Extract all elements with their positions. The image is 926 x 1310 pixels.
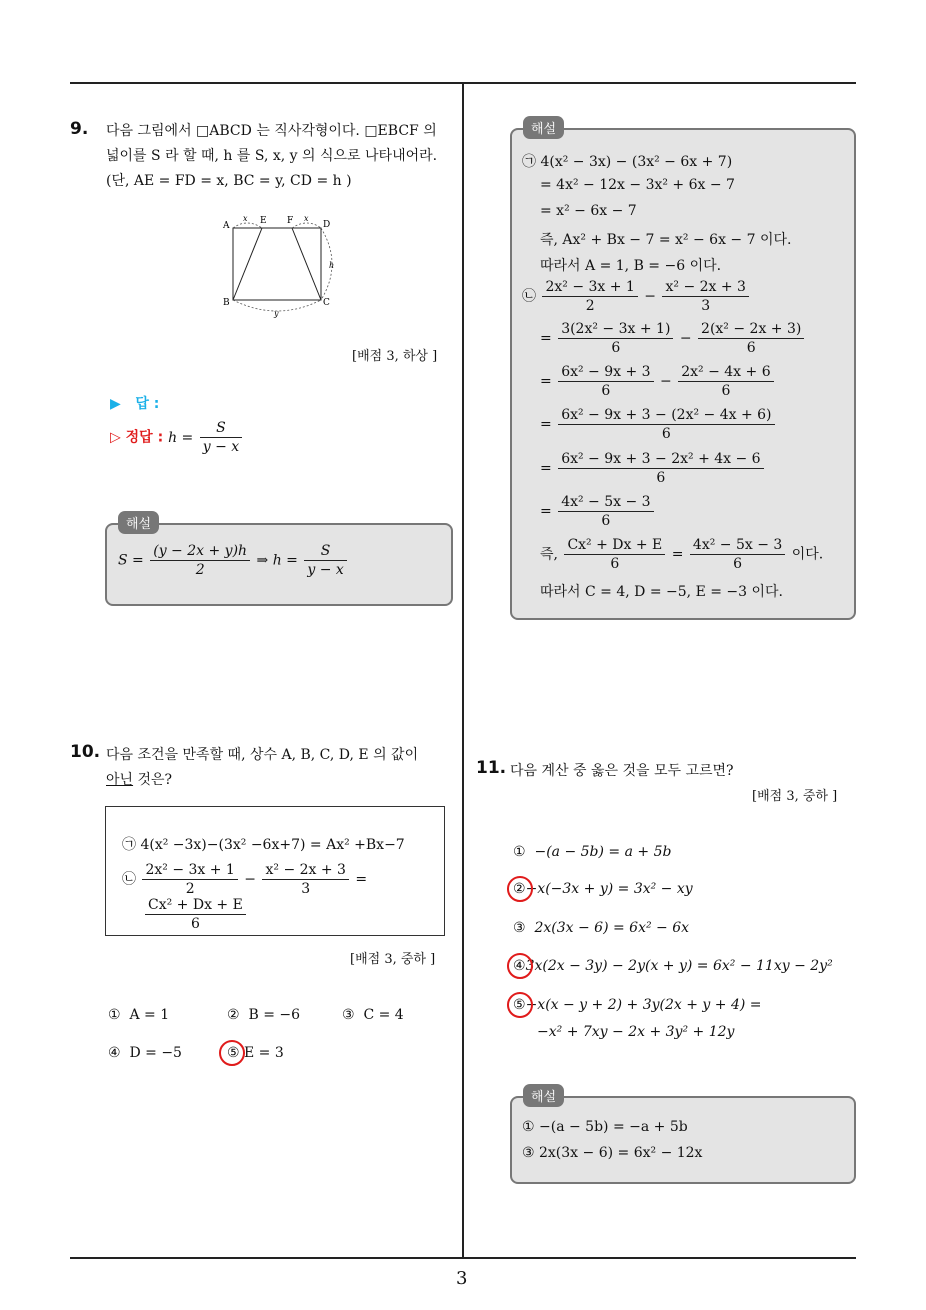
q9-text-line2: 넓이를 S 라 할 때, h 를 S, x, y 의 식으로 나타내어라.: [106, 148, 438, 164]
option-text: 3x(2x − 3y) − 2y(x + y) = 6x² − 11xy − 2y²: [525, 958, 833, 974]
frac-num: 4x² − 5x − 3: [558, 494, 653, 512]
q10-explain-l12-frac1: [564, 537, 665, 572]
frac-den: 3: [701, 298, 711, 314]
frac-den: 6: [610, 556, 620, 572]
option-text: A = 1: [129, 1007, 170, 1023]
q11-explain-box: [510, 1096, 856, 1184]
rectangle-abcd: [233, 228, 321, 300]
frac-den: 3: [301, 881, 311, 897]
q11-answer-mark-5: [507, 992, 533, 1018]
q9-correct-den: y − x: [202, 439, 240, 455]
frac-num: x² − 2x + 3: [662, 279, 748, 297]
q11-explain-1: ① −(a − 5b) = −a + 5b: [522, 1119, 688, 1135]
q11-score: [배점 3, 중하 ]: [752, 789, 838, 804]
q10-explain-l3: = x² − 6x − 7: [540, 203, 637, 219]
q11-answer-mark-2: [507, 876, 533, 902]
option-number: ①: [108, 1007, 121, 1023]
label-c: C: [323, 298, 330, 308]
q9-figure: [215, 210, 345, 320]
frac-num: 6x² − 9x + 3: [558, 364, 653, 382]
q10-explain-l8-frac1: [558, 364, 653, 399]
q11-option-1[interactable]: [513, 844, 671, 860]
q11-explain-2: ③ 2x(3x − 6) = 6x² − 12x: [522, 1145, 703, 1161]
option-text: −x(x − y + 2) + 3y(2x + y + 4) =: [525, 997, 762, 1013]
q10-explain-l2: = 4x² − 12x − 3x² + 6x − 7: [540, 177, 735, 193]
q9-score: [배점 3, 하상 ]: [352, 349, 438, 364]
label-h: h: [329, 261, 335, 270]
q9-explain-den2: y − x: [307, 562, 344, 578]
label-y: y: [274, 309, 279, 318]
option-number: ⑤: [227, 1045, 240, 1061]
q10-score: [배점 3, 중하 ]: [350, 952, 436, 967]
frac-den: 6: [611, 340, 621, 356]
label-f: F: [287, 216, 294, 226]
frac-den: 6: [601, 513, 611, 529]
frac-num: 2x² − 3x + 1: [542, 279, 637, 297]
frac-num: Cx² + Dx + E: [564, 537, 665, 555]
option-number: ④: [108, 1045, 121, 1061]
q10-explain-l6-prefix: ㉡: [522, 288, 536, 305]
q10-text-underlined: 아닌: [106, 772, 134, 788]
q10-cond3: [143, 897, 248, 932]
frac-den: 6: [190, 916, 200, 932]
option-text: B = −6: [248, 1007, 301, 1023]
play-arrow-icon: ▶: [110, 396, 121, 412]
q10-explain-l6-frac1: [542, 279, 637, 314]
q10-cond1: ㉠ 4(x² −3x)−(3x² −6x+7) = Ax² +Bx−7: [122, 837, 405, 853]
q10-cond2-frac2: [262, 862, 348, 897]
q10-explain-l11-frac: [558, 494, 653, 529]
label-e: E: [260, 216, 267, 226]
arc-x1: [233, 223, 262, 228]
q10-option-1[interactable]: [108, 1007, 169, 1023]
q10-option-2[interactable]: [227, 1007, 300, 1023]
q9-correct-fraction: [200, 420, 242, 455]
label-b: B: [223, 298, 230, 308]
q10-cond2-frac3: [145, 897, 246, 932]
q9-explain-num2: S: [304, 543, 346, 561]
q10-explain-l11: = $\frac{\text{4x² − 5x − 3}}{6}$: [540, 494, 656, 529]
label-x1: x: [243, 214, 248, 223]
q10-option-4[interactable]: [108, 1045, 182, 1061]
q9-answer-label: 답 :: [135, 396, 160, 412]
q9-correct-line: [110, 420, 244, 455]
frac-den: 6: [733, 556, 743, 572]
q10-cond2-pre: ㉡: [122, 871, 136, 888]
frac-num: Cx² + Dx + E: [145, 897, 246, 915]
q9-correct-label: 정답 :: [125, 429, 164, 446]
q10-cond2-frac1: [142, 862, 237, 897]
q9-text-line1: 다음 그림에서 □ABCD 는 직사각형이다. □EBCF 의: [106, 123, 437, 139]
option-number: ②: [227, 1007, 240, 1023]
q9-correct-formula: [168, 420, 244, 455]
option-text: E = 3: [244, 1045, 284, 1061]
q10-explain-l7-frac1: [558, 321, 673, 356]
q10-number: 10.: [70, 742, 101, 762]
frac-num: 2x² − 4x + 6: [678, 364, 773, 382]
frac-num: 6x² − 9x + 3 − (2x² − 4x + 6): [558, 407, 774, 425]
q10-explain-l9: = $\frac{\text{6x² − 9x + 3 − (2x² − 4x + 6)}}{6}$: [540, 407, 777, 442]
q10-explain-l7: = $\frac{\text{3(2x² − 3x + 1)}}{6}$ − $\frac{\text{2(x² − 2x + 3)}}{6}$: [540, 321, 806, 356]
q10-explain-l10: = $\frac{\text{6x² − 9x + 3 − 2x² + 4x − 6}}{6}$: [540, 451, 766, 486]
q10-explain-l12: 즉, $\frac{\text{Cx² + Dx + E}}{6}$ = $\frac{\text{4x² − 5x − 3}}{6}$ 이다.: [540, 537, 824, 572]
frac-den: 6: [746, 340, 756, 356]
q11-option-3[interactable]: [513, 920, 689, 936]
option-text: −(a − 5b) = a + 5b: [534, 844, 672, 860]
q9-explain-formula: [118, 543, 349, 578]
q10-explain-tag: 해설: [523, 116, 564, 139]
option-text: C = 4: [363, 1007, 404, 1023]
segment-cf: [292, 228, 321, 300]
label-d: D: [323, 220, 331, 230]
q11-answer-mark-4: [507, 953, 533, 979]
q10-answer-mark: [219, 1040, 245, 1066]
q10-explain-l13: 따라서 C = 4, D = −5, E = −3 이다.: [540, 584, 784, 600]
q9-explain-fraction1: [150, 543, 250, 578]
option-number: ⑤: [513, 997, 526, 1013]
q11-option-5-cont: −x² + 7xy − 2x + 3y² + 12y: [537, 1024, 735, 1040]
q11-text: 다음 계산 중 옳은 것을 모두 고르면?: [510, 763, 734, 779]
label-x2: x: [304, 214, 309, 223]
option-number: ④: [513, 958, 526, 974]
arc-x2: [292, 223, 321, 228]
frac-num: 3(2x² − 3x + 1): [558, 321, 673, 339]
frac-num: x² − 2x + 3: [262, 862, 348, 880]
q10-explain-l6-frac2: [662, 279, 748, 314]
option-text: 2x(3x − 6) = 6x² − 6x: [534, 920, 690, 936]
q10-explain-l4: 즉, Ax² + Bx − 7 = x² − 6x − 7 이다.: [540, 232, 792, 248]
q11-option-4[interactable]: [513, 958, 833, 974]
bottom-rule: [70, 1257, 856, 1259]
q9-correct-num: S: [200, 420, 242, 438]
frac-den: 2: [185, 881, 195, 897]
option-text: D = −5: [129, 1045, 182, 1061]
option-number: ②: [513, 881, 526, 897]
q11-option-2[interactable]: [513, 881, 693, 897]
q10-text-rest: 것은?: [133, 772, 173, 788]
q10-explain-l8: = $\frac{\text{6x² − 9x + 3}}{6}$ − $\frac{\text{2x² − 4x + 6}}{6}$: [540, 364, 776, 399]
frac-den: 6: [656, 470, 666, 486]
segment-be: [233, 228, 262, 300]
q10-explain-l12-post: 이다.: [791, 546, 824, 563]
q9-explain-fraction2: [304, 543, 346, 578]
option-text: −x(−3x + y) = 3x² − xy: [525, 881, 693, 897]
q10-explain-l1: ㉠ 4(x² − 3x) − (3x² − 6x + 7): [522, 154, 733, 170]
q10-explain-l5: 따라서 A = 1, B = −6 이다.: [540, 258, 722, 274]
q9-text-line3: (단, AE = FD = x, BC = y, CD = h ): [106, 173, 352, 189]
option-number: ③: [342, 1007, 355, 1023]
q10-text-line1: 다음 조건을 만족할 때, 상수 A, B, C, D, E 의 값이: [106, 747, 419, 763]
column-divider: [462, 83, 464, 1258]
q10-explain-l9-frac: [558, 407, 774, 442]
frac-den: 2: [585, 298, 595, 314]
q9-explain-lhs: S =: [118, 552, 144, 569]
q9-answer-line: [110, 393, 159, 413]
q11-option-5[interactable]: [513, 997, 762, 1013]
frac-num: 6x² − 9x + 3 − 2x² + 4x − 6: [558, 451, 763, 469]
q9-explain-mid: ⇒ h =: [256, 552, 298, 569]
q10-explain-l7-frac2: [698, 321, 804, 356]
option-number: ①: [513, 844, 526, 860]
frac-num: 2x² − 3x + 1: [142, 862, 237, 880]
page-number: 3: [456, 1268, 468, 1289]
q10-cond2: ㉡ $\frac{\text{2x² − 3x + 1}}{2}$ − $\frac{\text{x² − 2x + 3}}{3}$ =: [122, 862, 368, 897]
q10-explain-l12-pre: 즉,: [540, 546, 558, 563]
q10-explain-l12-frac2: [690, 537, 785, 572]
q11-number: 11.: [476, 758, 507, 778]
frac-den: 6: [721, 383, 731, 399]
q10-explain-l10-frac: [558, 451, 763, 486]
frac-den: 6: [661, 426, 671, 442]
q9-correct-lhs: h =: [168, 429, 194, 446]
q9-explain-den: 2: [195, 562, 205, 578]
q10-explain-l8-frac2: [678, 364, 773, 399]
q10-option-3[interactable]: [342, 1007, 404, 1023]
q10-explain-l6: ㉡ $\frac{\text{2x² − 3x + 1}}{2}$ − $\frac{\text{x² − 2x + 3}}{3}$: [522, 279, 751, 314]
frac-num: 4x² − 5x − 3: [690, 537, 785, 555]
q9-number: 9.: [70, 119, 89, 139]
q10-text-line2: [106, 769, 172, 789]
outline-arrow-icon: ▷: [110, 429, 121, 446]
q11-explain-tag: 해설: [523, 1084, 564, 1107]
q9-explain-tag: 해설: [118, 511, 159, 534]
frac-num: 2(x² − 2x + 3): [698, 321, 804, 339]
q9-explain-num: (y − 2x + y)h: [150, 543, 250, 561]
option-number: ③: [513, 920, 526, 936]
frac-den: 6: [601, 383, 611, 399]
label-a: A: [223, 221, 230, 231]
